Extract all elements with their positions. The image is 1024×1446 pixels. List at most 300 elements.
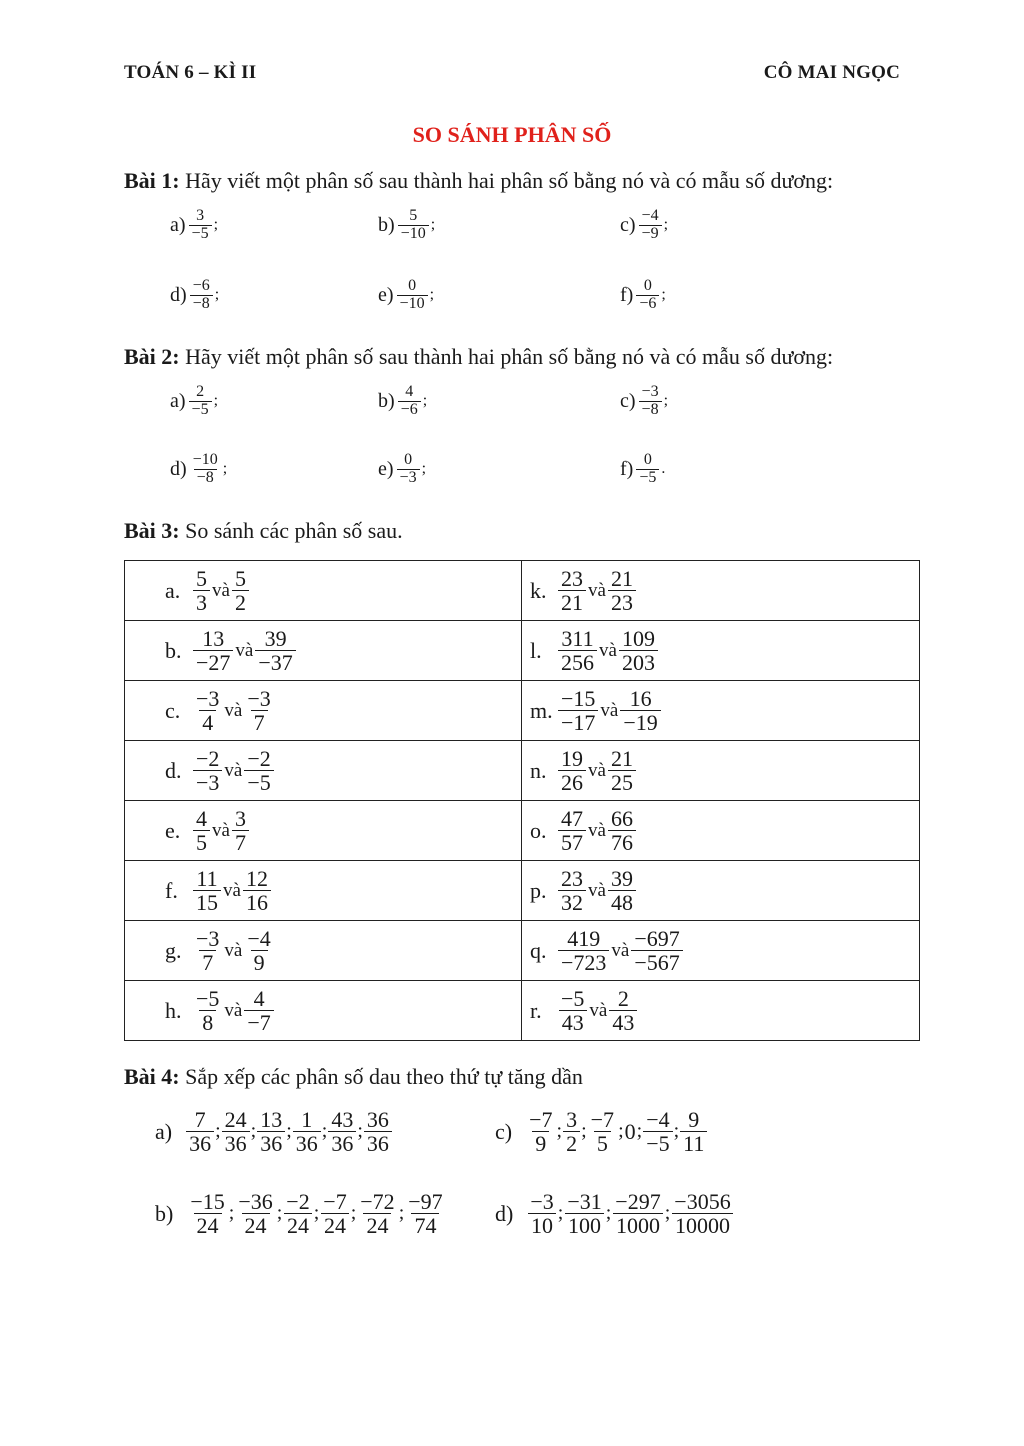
separator: ; bbox=[636, 1120, 643, 1143]
separator: ; bbox=[228, 1202, 235, 1225]
pair-label: c. bbox=[165, 697, 181, 723]
second-fraction bbox=[620, 687, 660, 734]
numerator: −297 bbox=[615, 1189, 661, 1214]
table-cell bbox=[522, 861, 920, 921]
comparison-pair bbox=[522, 867, 919, 914]
second-fraction bbox=[244, 927, 273, 974]
comparison-pair bbox=[522, 987, 919, 1034]
table-row bbox=[125, 801, 920, 861]
denominator: −567 bbox=[631, 950, 682, 974]
denominator: −6 bbox=[398, 401, 421, 419]
denominator: 16 bbox=[243, 890, 271, 914]
conjunction: và bbox=[588, 879, 606, 901]
numerator: 21 bbox=[610, 565, 633, 591]
pair-label: r. bbox=[530, 997, 542, 1023]
numerator: 13 bbox=[260, 1107, 283, 1132]
bai1-item bbox=[170, 208, 218, 243]
header-teacher: CÔ MAI NGỌC bbox=[763, 62, 900, 83]
numerator: −5 bbox=[561, 985, 585, 1011]
fraction bbox=[222, 1108, 250, 1155]
bai1-item bbox=[170, 278, 219, 313]
exercise-1-heading bbox=[124, 168, 833, 194]
exercise-4-heading bbox=[124, 1064, 583, 1090]
fraction bbox=[189, 208, 212, 243]
numerator: −4 bbox=[646, 1107, 670, 1132]
second-fraction bbox=[608, 807, 636, 854]
fraction bbox=[639, 384, 662, 419]
denominator: 43 bbox=[559, 1010, 587, 1034]
denominator: 11 bbox=[680, 1131, 707, 1155]
first-fraction bbox=[193, 687, 222, 734]
first-fraction bbox=[558, 807, 586, 854]
comparison-pair bbox=[125, 567, 521, 614]
exercise-2-text: Hãy viết một phân số sau thành hai phân số bằng nó và có mẫu số dương: bbox=[179, 344, 834, 369]
numerator: −3056 bbox=[674, 1189, 731, 1214]
conjunction: và bbox=[224, 699, 243, 721]
numerator: 4 bbox=[253, 985, 265, 1011]
separator: ; bbox=[213, 392, 219, 410]
denominator: 2 bbox=[232, 590, 249, 614]
numerator: −3 bbox=[196, 925, 220, 951]
numerator: 4 bbox=[196, 805, 207, 831]
separator: ; bbox=[605, 1202, 612, 1225]
exercise-3-label: Bài 3: bbox=[124, 518, 180, 543]
pair-label: f. bbox=[165, 877, 178, 903]
numerator: 5 bbox=[234, 565, 246, 591]
separator: ; bbox=[213, 216, 219, 234]
denominator: 36 bbox=[364, 1131, 392, 1155]
table-row bbox=[125, 921, 920, 981]
denominator: 15 bbox=[193, 890, 221, 914]
denominator: −10 bbox=[397, 295, 428, 313]
conjunction: và bbox=[599, 639, 617, 661]
denominator: 74 bbox=[411, 1213, 439, 1237]
numerator: 3 bbox=[196, 207, 205, 224]
numerator: −2 bbox=[286, 1189, 310, 1214]
table-cell bbox=[125, 861, 522, 921]
denominator: −5 bbox=[636, 469, 659, 487]
conjunction: và bbox=[588, 819, 606, 841]
numerator: 5 bbox=[409, 207, 418, 224]
table-cell bbox=[125, 981, 522, 1041]
denominator: 10000 bbox=[672, 1213, 733, 1237]
numerator: 16 bbox=[629, 685, 652, 711]
comparison-pair bbox=[125, 807, 521, 854]
numerator: −10 bbox=[192, 451, 218, 468]
bai2-item bbox=[170, 452, 227, 487]
fraction bbox=[397, 452, 420, 487]
table-cell bbox=[125, 921, 522, 981]
first-fraction bbox=[558, 627, 597, 674]
comparison-pair bbox=[522, 927, 919, 974]
exercise-3-text: So sánh các phân số sau. bbox=[179, 518, 403, 543]
pair-label: e. bbox=[165, 817, 181, 843]
comparison-pair bbox=[125, 987, 521, 1034]
pair-label: p. bbox=[530, 877, 547, 903]
item-label: d) bbox=[495, 1200, 514, 1226]
numerator: −97 bbox=[408, 1189, 443, 1214]
item-label: f) bbox=[620, 283, 634, 306]
numerator: 21 bbox=[610, 745, 633, 771]
denominator: 5 bbox=[193, 830, 210, 854]
numerator: 7 bbox=[194, 1107, 206, 1132]
numerator: −72 bbox=[360, 1189, 395, 1214]
denominator: −8 bbox=[190, 295, 213, 313]
comparison-pair bbox=[522, 747, 919, 794]
first-fraction bbox=[193, 867, 221, 914]
denominator: 57 bbox=[558, 830, 586, 854]
pair-label: k. bbox=[530, 577, 547, 603]
fraction bbox=[405, 1190, 445, 1237]
conjunction: và bbox=[212, 819, 230, 841]
second-fraction bbox=[619, 627, 658, 674]
numerator: 24 bbox=[224, 1107, 247, 1132]
table-cell bbox=[125, 561, 522, 621]
numerator: −7 bbox=[590, 1107, 615, 1132]
denominator: −19 bbox=[620, 710, 660, 734]
comparison-table bbox=[124, 560, 920, 1041]
denominator: −8 bbox=[639, 401, 662, 419]
separator: ; bbox=[661, 286, 666, 304]
numerator: −2 bbox=[247, 745, 271, 771]
denominator: 7 bbox=[251, 710, 268, 734]
exercise-1-text: Hãy viết một phân số sau thành hai phân số bằng nó và có mẫu số dương: bbox=[179, 168, 834, 193]
denominator: 3 bbox=[193, 590, 210, 614]
exercise-2-heading bbox=[124, 344, 833, 370]
fraction bbox=[186, 1108, 214, 1155]
numerator: −697 bbox=[634, 925, 680, 951]
denominator: 48 bbox=[608, 890, 636, 914]
bai1-item bbox=[620, 208, 668, 243]
second-fraction bbox=[608, 567, 636, 614]
numerator: −3 bbox=[196, 685, 220, 711]
pair-label: l. bbox=[530, 637, 542, 663]
bai2-item bbox=[170, 384, 218, 419]
exercise-4-text: Sắp xếp các phân số dau theo thứ tự tăng dần bbox=[179, 1064, 583, 1089]
exercise-2-label: Bài 2: bbox=[124, 344, 180, 369]
denominator: −3 bbox=[193, 770, 222, 794]
separator: ; bbox=[556, 1120, 563, 1143]
denominator: 1000 bbox=[613, 1213, 663, 1237]
denominator: 23 bbox=[608, 590, 636, 614]
second-fraction bbox=[631, 927, 682, 974]
denominator: 36 bbox=[328, 1131, 356, 1155]
zero-term: 0 bbox=[624, 1118, 636, 1144]
pair-label: o. bbox=[530, 817, 547, 843]
item-label: a) bbox=[170, 389, 186, 412]
fraction bbox=[563, 1108, 580, 1155]
table-row bbox=[125, 861, 920, 921]
denominator: −5 bbox=[643, 1131, 672, 1155]
numerator: −36 bbox=[238, 1189, 273, 1214]
pair-label: b. bbox=[165, 637, 182, 663]
pair-label: n. bbox=[530, 757, 547, 783]
first-fraction bbox=[193, 747, 222, 794]
table-cell bbox=[522, 801, 920, 861]
item-label: e) bbox=[378, 457, 394, 480]
item-label: c) bbox=[620, 213, 636, 236]
second-fraction bbox=[243, 867, 271, 914]
item-label: c) bbox=[620, 389, 636, 412]
bai1-item bbox=[620, 278, 666, 313]
numerator: 2 bbox=[196, 383, 205, 400]
table-cell bbox=[522, 621, 920, 681]
separator: ; bbox=[357, 1120, 363, 1143]
denominator: −27 bbox=[193, 650, 233, 674]
numerator: −3 bbox=[247, 685, 271, 711]
first-fraction bbox=[193, 927, 222, 974]
second-fraction bbox=[255, 627, 295, 674]
numerator: 109 bbox=[621, 625, 655, 651]
separator: ; bbox=[673, 1120, 680, 1143]
fraction bbox=[398, 384, 421, 419]
numerator: 47 bbox=[561, 805, 583, 831]
denominator: −3 bbox=[397, 469, 420, 487]
fraction bbox=[257, 1108, 285, 1155]
first-fraction bbox=[558, 747, 586, 794]
numerator: 9 bbox=[688, 1107, 700, 1132]
denominator: −9 bbox=[639, 225, 662, 243]
denominator: 203 bbox=[619, 650, 658, 674]
fraction bbox=[636, 278, 659, 313]
fraction bbox=[526, 1108, 555, 1155]
numerator: −3 bbox=[530, 1189, 554, 1214]
separator: . bbox=[661, 460, 666, 478]
denominator: 9 bbox=[532, 1131, 549, 1155]
table-cell bbox=[522, 981, 920, 1041]
fraction bbox=[187, 1190, 227, 1237]
separator: ; bbox=[664, 1202, 671, 1225]
denominator: 24 bbox=[242, 1213, 270, 1237]
exercise-1-label: Bài 1: bbox=[124, 168, 180, 193]
numerator: −4 bbox=[641, 207, 659, 224]
numerator: −31 bbox=[567, 1189, 602, 1214]
numerator: 311 bbox=[561, 625, 594, 651]
fraction bbox=[564, 1190, 604, 1237]
table-row bbox=[125, 741, 920, 801]
conjunction: và bbox=[588, 579, 606, 601]
comparison-pair bbox=[522, 567, 919, 614]
numerator: −15 bbox=[561, 685, 596, 711]
comparison-pair bbox=[125, 687, 521, 734]
first-fraction bbox=[193, 807, 210, 854]
comparison-pair bbox=[125, 927, 521, 974]
table-cell bbox=[125, 621, 522, 681]
separator: ; bbox=[215, 1120, 221, 1143]
fraction bbox=[190, 452, 221, 487]
second-fraction bbox=[608, 747, 636, 794]
conjunction: và bbox=[223, 879, 241, 901]
second-fraction bbox=[232, 807, 249, 854]
bai2-item bbox=[620, 384, 668, 419]
numerator: 3 bbox=[566, 1107, 578, 1132]
numerator: −3 bbox=[641, 383, 659, 400]
denominator: 24 bbox=[194, 1213, 222, 1237]
item-label: a) bbox=[170, 213, 186, 236]
first-fraction bbox=[193, 567, 210, 614]
denominator: 7 bbox=[232, 830, 249, 854]
table-cell bbox=[522, 921, 920, 981]
table-row bbox=[125, 621, 920, 681]
fraction bbox=[235, 1190, 275, 1237]
item-label: b) bbox=[378, 213, 395, 236]
separator: ; bbox=[663, 392, 669, 410]
denominator: 43 bbox=[609, 1010, 637, 1034]
numerator: 0 bbox=[643, 277, 652, 294]
denominator: 21 bbox=[558, 590, 586, 614]
denominator: 256 bbox=[558, 650, 597, 674]
table-row bbox=[125, 681, 920, 741]
denominator: −7 bbox=[244, 1010, 273, 1034]
exercise-4-label: Bài 4: bbox=[124, 1064, 180, 1089]
second-fraction bbox=[244, 747, 273, 794]
exercise-3-heading bbox=[124, 518, 403, 544]
separator: ; bbox=[422, 392, 428, 410]
item-label: d) bbox=[170, 457, 187, 480]
comparison-pair bbox=[522, 627, 919, 674]
second-fraction bbox=[232, 567, 249, 614]
second-fraction bbox=[244, 687, 273, 734]
denominator: 100 bbox=[565, 1213, 604, 1237]
bai2-item bbox=[378, 452, 426, 487]
numerator: 23 bbox=[561, 565, 583, 591]
item-label: f) bbox=[620, 457, 634, 480]
denominator: −6 bbox=[636, 295, 659, 313]
numerator: 2 bbox=[617, 985, 629, 1011]
denominator: −5 bbox=[189, 401, 212, 419]
numerator: 4 bbox=[405, 383, 414, 400]
first-fraction bbox=[558, 987, 587, 1034]
exercise-4a bbox=[155, 1108, 392, 1155]
numerator: 1 bbox=[301, 1107, 313, 1132]
page-title: SO SÁNH PHÂN SỐ bbox=[412, 122, 612, 147]
pair-label: q. bbox=[530, 937, 547, 963]
comparison-pair bbox=[125, 867, 521, 914]
denominator: 10 bbox=[528, 1213, 556, 1237]
numerator: 39 bbox=[264, 625, 287, 651]
denominator: −5 bbox=[189, 225, 212, 243]
separator: ; bbox=[350, 1202, 357, 1225]
pair-label: d. bbox=[165, 757, 182, 783]
conjunction: và bbox=[589, 999, 608, 1021]
numerator: −6 bbox=[192, 277, 210, 294]
fraction bbox=[636, 452, 659, 487]
separator: ; bbox=[313, 1202, 320, 1225]
fraction bbox=[189, 384, 212, 419]
numerator: 19 bbox=[561, 745, 583, 771]
conjunction: và bbox=[224, 759, 243, 781]
fraction bbox=[588, 1108, 617, 1155]
bai1-item bbox=[378, 208, 435, 243]
numerator: 3 bbox=[234, 805, 246, 831]
first-fraction bbox=[558, 687, 598, 734]
denominator: 24 bbox=[363, 1213, 391, 1237]
bai1-item bbox=[378, 278, 434, 313]
denominator: 9 bbox=[251, 950, 268, 974]
comparison-pair bbox=[125, 627, 521, 674]
fraction bbox=[320, 1190, 349, 1237]
separator: ; bbox=[398, 1202, 405, 1225]
denominator: −37 bbox=[255, 650, 295, 674]
separator: ; bbox=[276, 1202, 283, 1225]
fraction bbox=[639, 208, 662, 243]
fraction bbox=[398, 208, 429, 243]
conjunction: và bbox=[224, 939, 243, 961]
second-fraction bbox=[244, 987, 273, 1034]
fraction bbox=[190, 278, 213, 313]
table-cell bbox=[522, 561, 920, 621]
pair-label: g. bbox=[165, 937, 182, 963]
exercise-4c bbox=[495, 1108, 707, 1155]
conjunction: và bbox=[224, 999, 243, 1021]
denominator: 32 bbox=[558, 890, 586, 914]
denominator: 24 bbox=[284, 1213, 312, 1237]
item-label: e) bbox=[378, 283, 394, 306]
exercise-4d bbox=[495, 1190, 734, 1237]
fraction bbox=[643, 1108, 672, 1155]
second-fraction bbox=[609, 987, 637, 1034]
denominator: −8 bbox=[194, 469, 217, 487]
first-fraction bbox=[193, 627, 233, 674]
denominator: −723 bbox=[558, 950, 609, 974]
denominator: 76 bbox=[608, 830, 636, 854]
table-cell bbox=[522, 741, 920, 801]
table-row bbox=[125, 981, 920, 1041]
denominator: 36 bbox=[293, 1131, 321, 1155]
separator: ; bbox=[618, 1120, 624, 1143]
conjunction: và bbox=[235, 639, 254, 661]
denominator: −17 bbox=[558, 710, 598, 734]
table-cell bbox=[125, 801, 522, 861]
bai2-item bbox=[378, 384, 427, 419]
item-label: b) bbox=[378, 389, 395, 412]
item-label: a) bbox=[155, 1118, 173, 1144]
separator: ; bbox=[222, 460, 228, 478]
conjunction: và bbox=[611, 939, 630, 961]
numerator: −4 bbox=[247, 925, 271, 951]
separator: ; bbox=[430, 216, 436, 234]
separator: ; bbox=[663, 216, 669, 234]
fraction bbox=[397, 278, 428, 313]
denominator: 26 bbox=[558, 770, 586, 794]
separator: ; bbox=[557, 1202, 564, 1225]
numerator: −2 bbox=[196, 745, 220, 771]
numerator: −7 bbox=[529, 1107, 553, 1132]
denominator: 5 bbox=[594, 1131, 611, 1155]
denominator: −10 bbox=[398, 225, 429, 243]
conjunction: và bbox=[600, 699, 619, 721]
numerator: 0 bbox=[404, 451, 413, 468]
denominator: −5 bbox=[244, 770, 273, 794]
conjunction: và bbox=[212, 579, 230, 601]
separator: ; bbox=[429, 286, 435, 304]
second-fraction bbox=[608, 867, 636, 914]
fraction bbox=[671, 1190, 733, 1237]
numerator: 36 bbox=[366, 1107, 389, 1132]
fraction bbox=[357, 1190, 397, 1237]
fraction bbox=[364, 1108, 392, 1155]
denominator: 7 bbox=[199, 950, 216, 974]
denominator: 36 bbox=[222, 1131, 250, 1155]
table-cell bbox=[522, 681, 920, 741]
fraction bbox=[328, 1108, 356, 1155]
first-fraction bbox=[558, 567, 586, 614]
fraction bbox=[612, 1190, 663, 1237]
numerator: 0 bbox=[643, 451, 652, 468]
first-fraction bbox=[558, 867, 586, 914]
denominator: 2 bbox=[563, 1131, 580, 1155]
denominator: 36 bbox=[186, 1131, 214, 1155]
